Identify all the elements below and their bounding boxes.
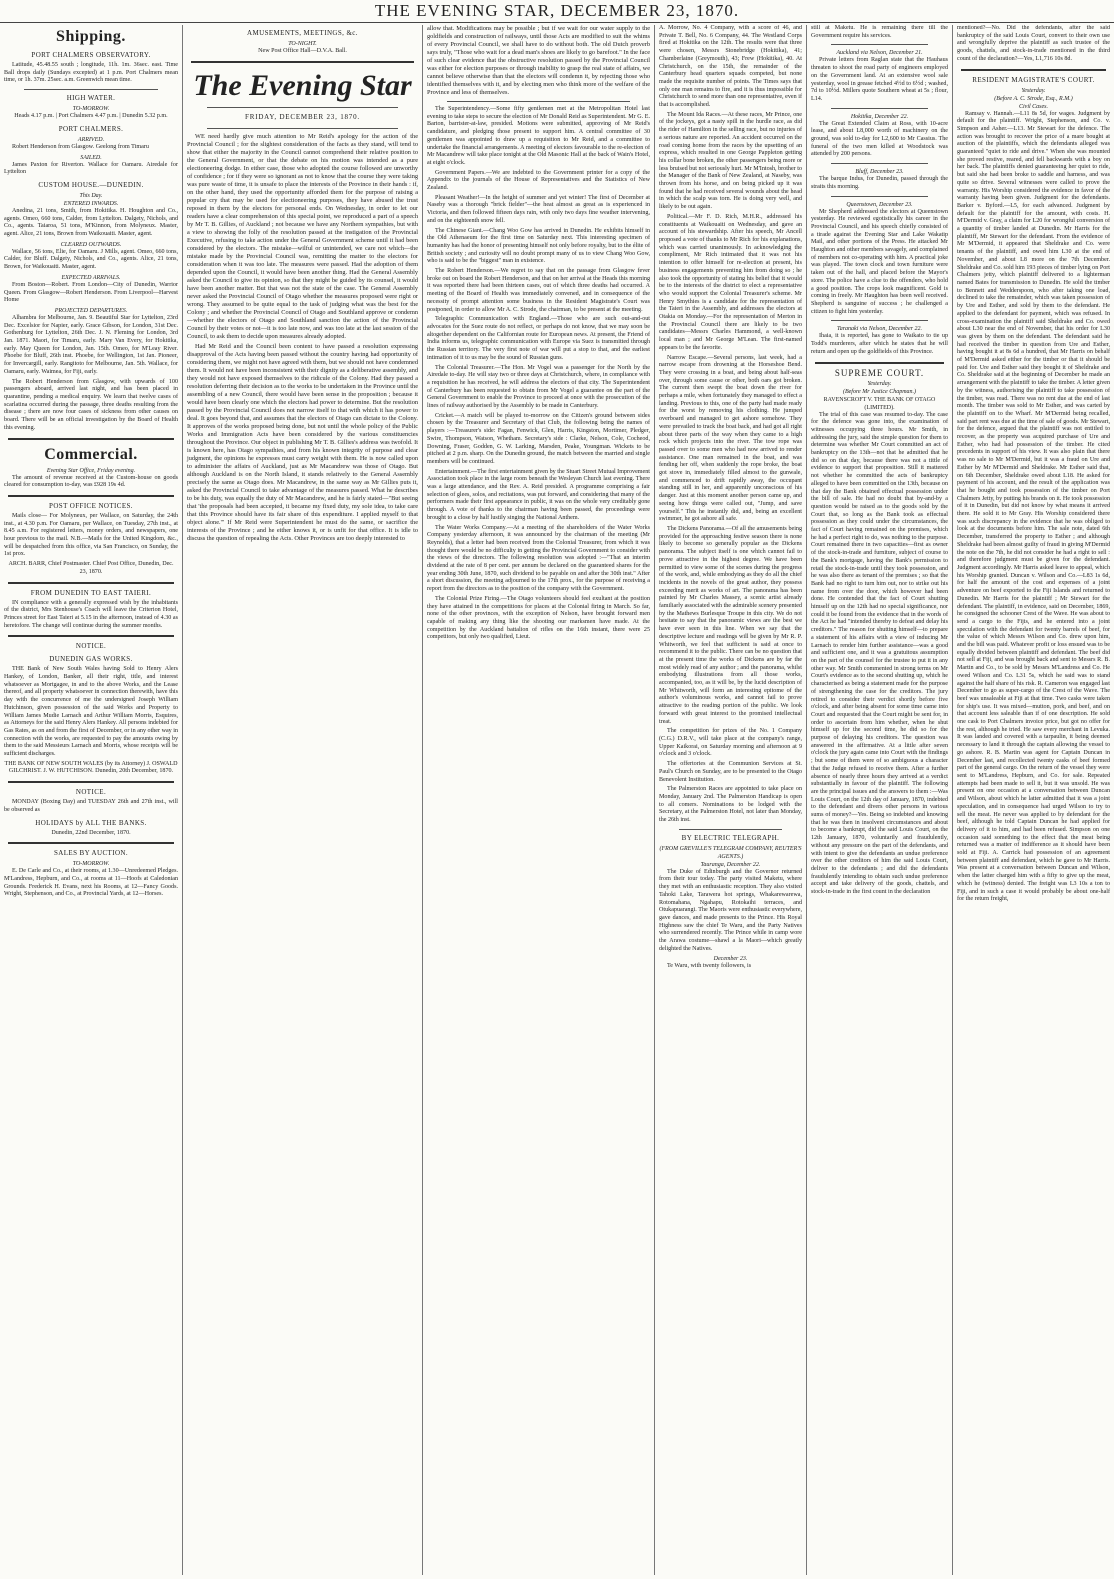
commercial-sub: Evening Star Office, Friday evening. (46, 467, 136, 474)
taranaki-text: Ihaia, it is reported, has gone to Waikato to tie up Todd's murderers, after which he states that he will return and open up the goldfields of this Province. (811, 333, 948, 355)
news-entertainment: Entertainment.—The first entertainment given by the Stuart Street Mutual Improvement Association took place in the large room beneath the Wesleyan Church last evening. There was a large attendance, and the Rev. A. Reid presided. A programme comprising a fair selection of glees, solos, and recitations, was put forward, and considering that many of the performers made their first appearance in public, it was on the whole very creditably gone through. A vote of thanks to the chairman having been passed, the proceedings were brought to a close by half lustily singing the National Anthem. (427, 468, 650, 521)
news-colonial-treasurer: The Colonial Treasurer.—The Hon. Mr Vogel was a passenger for the North by the Airedale to-day. He will stay two or three days at Christchurch, where, in compliance with a requisition he has received, he will address the electors of that city. The Superintendent of Canterbury has been requested to obtain from Mr Vogel a guarantee on the part of the General Government to enable the Province to proceed at once with the prosecution of the lines of railway authorised by the Assembly to be made in Canterbury. (427, 364, 650, 410)
amusements-heading: AMUSEMENTS, MEETINGS, &c. (247, 29, 358, 37)
sc-yesterday: Yesterday. (867, 380, 892, 387)
tauranga-dateline: Tauranga, December 22. (700, 861, 761, 868)
sailed-text: James Paxton for Riverton. Wallace for Oamaru. Airedale for Lyttelton (4, 161, 178, 176)
divider (831, 320, 928, 321)
news-dickens: The Dickens Panorama.—Of all the amusements being provided for the approaching festive season there is none likely to become so generally popular as the Dickens panorama. The subject itself is one which cannot fail to prove attractive in the highest degree. We have been permitted to view some of the scenes during the progress of the work, and, while embodying as they do all the chief incidents in the novels of the great author, they possess exceeding merit as works of art. The panorama has been painted by Mr Charles Massey, a scenic artist already familiarly associated with the admirable scenery presented by the Mathews Burlesque Troupe in this city. We do not hesitate to say that the panoramic views are the best we have ever seen in this line. When we say that the descriptive lecture and readings will be given by Mr R. P. Whitworth, we feel that sufficient is said at once to recommend it to the public. There can be no question that at the present time the works of Dickens are by far the most widely read of any author ; and the panorama, whilst embodying illustrations from all those works, accompanied, too, as it will be, by the lucid description of Mr Whitworth, will form an interesting epitome of the author's voluminous works, and cannot fail to prove attractive to the reading portion of the public. We look forward with great interest to the promised intellectual treat. (659, 526, 802, 725)
commercial-heading: Commercial. (44, 445, 138, 463)
divider (831, 44, 928, 45)
observatory-text: Latitude, 45.48.55 south ; longitude, 11h. 1m. 36sec. east. Time Ball drops daily (Sundays excepted) at 1 p.m. Port Chalmers mean time, or 1h. 37m. 25sec. a.m. Greenwich mean time. (4, 62, 178, 84)
gas-works-heading: DUNEDIN GAS WORKS. (49, 655, 133, 664)
projected-text: Alhambra for Melbourne, Jan. 9. Beautiful Star for Lyttelton, 23rd Dec. Excelsior for Napier, early. Grace Gibson, for London, 31st Dec. Gothenburg for Lyttelton, 26th Dec. J. N. Fleming for London, 3rd Jan. 1871. Maori, for Timaru, early. Mary Van Every, for Hokitika, early. May Queen for London, Jan. 15th. Omeo, for M'Leay River. Phoebe for Bluff, 26th inst. Phoebe, for Wellington, 1st Jan. Pioneer, for Invercargill, early. Rangitoto for Melbourne, Jan. 5th. Wallace, for Oamaru, early. Waimea, for Fiji, early. (4, 314, 178, 375)
column-1 (0, 25, 182, 1575)
divider (8, 438, 174, 440)
cleared-text: Wallace, 56 tons, Elie, for Oamaru. J Mills, agent. Omeo, 660 tons, Calder, for Bluff. Dalgety, Nichols, and Co., agents. Alice, 21 tons, Brown, for Waikouaiti. Master, agent. (4, 248, 178, 271)
column-5 (806, 25, 952, 1575)
bluff-text: The barque Indus, for Dunedin, passed through the straits this morning. (811, 176, 948, 190)
masthead: THE EVENING STAR, DECEMBER 23, 1870. (0, 0, 1114, 23)
east-taieri-heading: FROM DUNEDIN TO EAST TAIERI. (30, 588, 152, 597)
news-offertories: The offertories at the Communion Services at St. Paul's Church on Sunday, are to be presented to the Otago Benevolent Institution. (659, 761, 802, 783)
divider (831, 196, 928, 197)
expected-sub: EXPECTED ARRIVALS. (61, 274, 121, 281)
divider (679, 829, 782, 830)
sc-text: The trial of this case was resumed to-day. The case for the defence was gone into, the examination of witnesses occupying three hours. Mr Smith, in addressing the jury, said the simple question for them to determine was whether Mr Court committed an act of bankruptcy on the 13th—not that he admitted that he did so on that day, because there was not a tittle of evidence to support that proposition. Still it mattered not whether he committed the acts of bankruptcy alleged to have been committed on the 13th, because on that day the Bank obtained effectual possession under the bill of sale. He had no doubt that by-and-by a question would be raised as to the goods sold by the Court that, so long as the Bank took as effectual possession as they could under the circumstances, the fact of Court having remained on the premises, which he had a perfect right to do, was nothing to the purpose. Court remained there in two capacities—first as owner of the stock-in-trade and furniture, subject of course to the Bank's mortgage, having the Bank's permission to retail the stock-in-trade until they took possession, and he was also there as tenant of the premises ; so that the Bank had no right to turn him out, nor to strike out his name from over the door, which however had been done. He contended that the fact of Court shutting himself up on the 12th had no special significance, nor could it be found from the evidence that in the words of the Act he had "intended thereby to defeat and delay his creditors." The reason for shutting himself—to prepare a statement of his affairs with a view of inducing Mr Larnach to render him further assistance—was a good and sufficient one, and it was a gratuitous assumption on the part of the counsel for the trustee to put it in any other way. Mr Smith commented in strong terms on Mr Court's evidence as to the second shutting up, which he characterised as being a statement made for the purpose of strengthening the case for the creditors. The jury retired to consider their verdict shortly before five o'clock, and after being absent for some time came into Court and requested that the Court might be sent for, in order to ascertain from him whether, when he shut himself up for the second time, he did so for the purpose of delaying his creditors. The question was answered in the affirmative. At a little after seven o'clock the jury again came into Court with the findings ; but some of them were of so ambiguous a character that the Judge refused to receive them. After a further absence of nearly three hours they arrived at a verdict substantially in favour of the plaintiff. The following are the principal issues and the answers to them :—Was Louis Court, on the 12th day of January, 1870, indebted to the defendant and divers other persons in various sums of money?—Yes. Being so indebted and knowing that he was then in insolvent circumstances and about to become a bankrupt, did the said Louis Court, on the 12th January, 1870, voluntarily and fraudulently, without any pressure on the part of the defendants, and with intent to give the defendants an undue preference over the other creditors of him the said Louis Court, deliver to the defendants ; and did the defendants fraudulently intending to obtain such undue preference accept and take delivery of the goods, chattels, and stock-in-trade in the first count in the declaration (811, 411, 948, 896)
leader-paragraph-1: WE need hardly give much attention to Mr Reid's apology for the action of the Provincial Council ; for the slightest consideration of the facts as they stand, will tend to show that either the majority in the Council cannot comprehend their relative position to the General Government, or that the debate on his motion was intended as a pure electioneering dodge. In either case, those who adopted the course followed are unworthy of confidence ; for if they were so ignorant as not to know that the course they were taking was pure waste of time, it is unsafe to place the interests of the Province in their hands : if, on the other hand, they used the opportunity afforded them for the purpose of raising a popular cry that may be used for electioneering purposes, they have abused the trust reposed in them by the electors for personal ends. On Wednesday, in order to let our readers have a clear comprehension of this special point, we reproduced a part of a speech by Mr T. B. Gillies, of Auckland ; not because we have any Northern sympathies, but with a view to showing the folly of the resolution passed at the instigation of the Provincial Executive, refusing to take action under the General Government scheme until it had been considered by the electors. The mistake—wilful or unintended, we care not which—the mistake made by the Provincial Council was, remitting the matter to the electors for consideration when it was too late. The measures were passed. Had the adoption of them depended upon the Council, it would have been another thing. Had the General Assembly asked the Council to give its opinion, so that they might be guided by its counsel, it would have been another matter. But that was not the state of the case. The General Assembly never asked the Provincial Council of Otago whether the measures proposed were right or wrong. They assumed to be quite equal to the task of judging what was the best for the Colony ; and whether the Provincial Council of Otago and Southland approve or condemn—whether the electors of Otago and Southland sanction the action of the Provincial Council by their votes or not—it is too late now, and was too late at the last session of the Council, to ask them to decide upon measures already adopted. (187, 132, 418, 340)
queenstown-dateline: Queenstown, December 23. (846, 201, 913, 208)
auckland-text: Private letters from Raglan state that the Hauhaus threaten to shoot the road party of engineers employed on the Government land. At an extensive wool sale yesterday, wool in grease fetched 4½d to 6½d ; washed, 7d to 10½d. Millers quote Southern wheat at 5s ; flour, L14. (811, 57, 948, 102)
auckland-dateline: Auckland via Nelson, December 21. (836, 50, 923, 57)
queenstown-text: Mr Shepherd addressed the electors at Queenstown yesterday. He reviewed egotistically his career in the Provincial Council, and his speech chiefly consisted of a tirade against the Evening Star and Lake Wakatip Mail, and other portions of the Press. He attacked Mr Haughton and other members savagely, and complained of members not co-operating with him. A practical joke was played. The town clock and town furniture were taken out of the hall, and placed before the Mayor's store. The police have a clue to the offenders, who hold a good position. The crops look magnificent. Gold is coming in freely. Mr Haughton has been well received. Shepherd is sanguine of success ; he challenged a citizen to fight him yesterday. (811, 208, 948, 315)
news-narrow-escape: Narrow Escape.—Several persons, last week, had a narrow escape from drowning at the Horseshoe Bend. They were crossing in a boat, and being about half-seas over, through some cause or other, both oars got broken. The current then swept the boat down the river for perhaps a mile, when fortunately they managed to effect a landing. Previous to this, one of the party had made ready for the worst by removing his clothing. He jumped overboard and managed to get ashore somehow. They were prevailed to track the boat back, and had got all right about three parts of the way when they came to a high rock which projects into the river. The tow rope was passed over to some men who had now arrived to render assistance. One man remained in the boat, and was fending her off, when suddenly the rope broke, the boat got stove in, immediately filled almost to the gunwale, and commenced to drift rapidly away, the occupant standing still in her, and apparently unconscious of his danger. Just at this moment another person came up, and seeing how things were called out, "Jump, and save yourself." This he instantly did, and, being an excellent swimmer, he got ashore all safe. (659, 354, 802, 523)
divider (815, 362, 944, 364)
shipping-heading: Shipping. (56, 28, 126, 45)
leader-paragraph-2: Had Mr Reid and the Council been content to have passed a resolution expressing disapproval of the Acts having been passed without the country having had opportunity of considering them, we might not have agreed with them, but we should not have condemned them. It would not have been inconsistent with their dignity as a deliberative assembly, and they would not have exposed themselves to the ridicule of the Colony. Had they passed a resolution deferring their decision as to the works to be undertaken in the Province until the assembling of a new Council, there would have been sense in the proposition ; because it would have been clearly one which the electors had power to determine. But the resolution passed by the Provincial Council does not narrow itself to that with which it has power to deal. It goes beyond that, and assumes that the electors of Otago can dictate to the Colony. It approves of the works proposed being done, but not until the whole policy of the Public Works and Immigration Acts have been considered by the various constituencies throughout the Province. Our object in publishing Mr T. B. Gillies's address was twofold. It is known here, has Otago sympathies, and from his known integrity of purpose and clear judgment, the opinions he expresses must carry weight with them. He is now called upon to administer the affairs of Auckland, just as Mr Macandrew was those of Otago. But although Auckland is on the North Island, it stands relatively to the General Assembly precisely the same as Otago does. Mr Macandrew, in the same way as Mr Gillies puts it, asked the Provincial Council to take advantage of the measures passed. What he describes to be his duty, was equally the duty of Mr Macandrew, and he is fairly stated—"But seeing that 'the proposals had been accepted, it became my fixed duty, my sole idea, to take care that this Province should have its fair share of this expenditure. I applied myself to that object alone.'" If Mr Reid were Superintendent he must do the same, or sacrifice the interests of the Province ; and he either knows it, or is unfit for that office. It is idle to discuss the question of repealing the Acts. Other Provinces are too deeply interested to (187, 342, 418, 542)
civil-cases-heading: Civil Cases. (1018, 103, 1048, 110)
divider (207, 128, 398, 129)
hokitika-text: The Great Extended Claim at Ross, with 10-acre lease, and about L8,000 worth of machinery on the ground, was sold to-day for L2,600 to Mr Cassius. The funeral of the two men killed at Woodstock was attended by 200 persons. (811, 120, 948, 158)
news-mount-ida: The Mount Ida Races.—At these races, Mr Prince, one of the jockeys, got a nasty spill in the hurdle race, as did the rider of Hamilton in the selling race, but no injuries of a serious nature are reported. An accident occurred on the road coming home from the races by the upsetting of an express, which resulted in one George Pappleton getting his collar bone broken, the other passengers being more or less bruised but not seriously hurt. Mr M'Intosh, brother to the Manager of the Bank of New Zealand, at Naseby, was thrown from his horse, and on being picked up it was found that he had received several wounds about the head in which the scalp was torn. He is doing very well, and likely to be out again. (659, 111, 802, 211)
holidays-heading: HOLIDAYS by ALL THE BANKS. (35, 818, 147, 827)
divider (447, 101, 630, 102)
telegraph-sub: (FROM GREVILLE'S TELEGRAM COMPANY, REUTER'S AGENTS.) (659, 845, 802, 860)
dec23-dateline: December 23. (713, 956, 748, 963)
sc-before: (Before Mr Justice Chapman.) (842, 388, 917, 395)
high-water-sub: TO-MORROW. (72, 106, 110, 113)
divider (8, 781, 174, 783)
hokitika-dateline: Hokitika, December 22. (850, 113, 909, 120)
divider (191, 61, 414, 63)
divider (24, 89, 158, 90)
column-3 (422, 25, 654, 1575)
commercial-text: The amount of revenue received at the Custom-house on goods cleared for consumption to-day, was £928 19s 4d. (4, 474, 178, 489)
divider (831, 163, 928, 164)
te-waru-continuation: still at Maketu. He is remaining there till the Government require his services. (811, 25, 948, 39)
news-water-works: The Water Works Company.—At a meeting of the shareholders of the Water Works Company yesterday afternoon, it was announced by the chairman of the meeting (Mr Reynolds), that a letter had been received from the Colonial Treasurer, from which it was thought there would be no difficulty in getting the Provincial Government to consider with the views of the directors. The following resolution was adopted :—"That an interim dividend at the rate of 8 per cent. per annum be declared on the guaranteed shares for the year ending 30th June, 1870, such dividend to be payable on and after the 30th inst." After a short discussion, the meeting adjourned to the 17th prox., for the purpose of receiving a report from the directors as to the position of the company with the Government. (427, 524, 650, 593)
news-competition: The competition for prizes of the No. 1 Company (C.G.) D.R.V., will take place at the company's range, Upper Kaikorai, on Saturday morning and afternoon at 9 o'clock and 3 o'clock. (659, 728, 802, 758)
post-office-sign: ARCH. BARR, Chief Postmaster. Chief Post Office, Dunedin, Dec. 23, 1870. (8, 561, 174, 575)
column-2 (182, 25, 422, 1575)
news-government-papers: Government Papers.—We are indebted to the Government printer for a copy of the Appendix to the journals of the House of Representatives and the Statistics of New Zealand. (427, 169, 650, 192)
arrived-text: Robert Henderson from Glasgow. Geelong from Timaru (12, 143, 149, 150)
divider (8, 842, 174, 844)
amusements-sub: TO-NIGHT. (288, 41, 317, 47)
newspaper-title: The Evening Star (193, 68, 412, 102)
news-cricket: Cricket.—A match will be played to-morrow on the Citizen's ground between sides chosen by the Treasurer and Secretary of that Club, the following being the names of players :—Treasurer's side: Fagan, Fenwick, Glen, Harris, Kingston, Mortimer, Pledger, Swire, Thompson, Watson, Whetham. Secretary's side : Clarke, Nelson, Cole, Cocheod, Downing, Fraser, Godden, G. W. Larking, Marsden, Peake, Youngman. Wickets to be pitched at 2 p.m. sharp. On the Dunedin ground, the match between the married and single members will be continued. (427, 412, 650, 465)
news-palmerston: The Palmerston Races are appointed to take place on Monday, January 2nd. The Palmerston Handicap is open to all comers. Nominations to be lodged with the Secretary, at the Palmerston Hotel, not later than Monday, the 26th inst. (659, 786, 802, 824)
gas-works-text: THE Bank of New South Wales having Sold to Henry Alers Hankey, of London, Banker, all their right, title, and interest whatsoever as Mortgagee, in and to the above Works, and the Lease thereof, and all property whatsoever in connection therewith, have this day with the concurrence of me the undersigned Joseph William Hutchinson, given possession of the said Works and Property to William James Mudie Larnach and Arthur William Morris, Esquires, as Attorneys for the said Henry Alers Hankey. All persons indebted for Gas Rates, as on and from the first of December, or in any other way in connection with the works, are requested to pay the amounts owing by them to the said Messieurs Larnach and Morris, whose receipts will be sufficient discharges. (4, 666, 178, 758)
holidays-text: MONDAY (Boxing Day) and TUESDAY 26th and 27th inst., will be observed as (4, 799, 178, 813)
civil-cases-text: Ramsay v. Hannah.—L11 8s 5d, for wages. Judgment by default for the plaintiff. Wright, Stephenson, and Co. v. Simpson and Asher.—L13. Mr Stewart for the defence. The action was brought to recover the price of a mare bought at auction of the plaintiffs, which the defendants alleged was guaranteed "quiet to ride and drive." When she was mounted she proved restive, reared, and fell backwards with a boy on her back. The plaintiffs denied guaranteeing her quiet to ride, but said she had been broke to saddle and harness, and was quite so drive. Several witnesses were called to prove the warranty. His Worship considered the evidence in favor of the warranty having been given. Judgment for the defendants. Barker v. Byford.—L5, for each advanced. Judgment by default for the plaintiff for the amount, with costs. H. M'Dermid v. Gray, a claim for L20 for wrongful conversion of a quantity of timber landed at Dunedin. Mr Harris for the plaintiff, Mr Stewart for the defendant. From the evidence of Mr M'Dermid, it appeared that Sheldrake and Co. were tenants of the plaintiff, and owed him L30 at the end of November, and about L8 more on the 7th December. Sheldrake and Co. sold him 193 pieces of timber lying on Port Chalmers jetty, which plaintiff delivered to a lighterman named Bates for transmission to Dunedin. He sold the timber to Bennett and Wedderspoon, who after taking one load, declined to take the remainder, which was taken possession of by Ure and Esther, and sold by them to the defendant. He applied to the defendant for payment, which was refused. In cross-examination the plaintiff said Sheldrake and Co. owed about L30 near the end of November, that his order for L30 was given by them on the defendant. The defendant said he had received the timber in question from Ure and Esther, having bought it at 8s 6d a hundred, that Mr Harris on behalf of M'Dermid asked either for the timber or that it should be paid for. Ure and Esther said they bought it of Sheldrake and Co. Sheldrake said at the beginning of December he made an arrangement with the plaintiff to take the timber. A letter given by the witness, authorising the plaintiff to take possession of the timber, was read. There was no rent due at the end of last month. The timber was sold to Mr Esther, and was carted by the plaintiff on to the Wharf. Mr M'Dermid being recalled, said part rent was due at the time of sale of goods. Mr Stewart, for the defence, argued that the plaintiff was not entitled to recover, as the property was acquired purchase of Ure and Esther, who had had possession of the timber. He cited precedents in support of his view. It was also plain that there was no sale to Mr M'Dermid, but it was a fraud on Ure and Esther by Mr M'Dermid and Sheldrake. Mr Esther said that, on 6th December, Sheldrake owed about L18. He asked for payment of his account, and the result of the application was that he bought and took possession of the timber on Port Chalmers Jetty, by putting his brands on it. He took possession of it in Dunedin, but did not know by what means it arrived there. He sold it to Mr Gray. His Worship considered there was such discrepancy in the evidence that he was obliged to look at the documents before him. The sale note, dated 6th December, transferred the property to Esther ; and although Sheldrake had been almost guilty of fraud in giving M'Dermid the note on the 7th, he did not consider he had a right to sell : and therefore judgment must be given for the defendant. Judgment accordingly. Mr Harris asked leave to appeal, which his Worship granted. Duncan v. Wilson and Co.—L83 1s 6d, for half the amount of the cost and expenses of a joint adventure on beef exported to the Fiji Islands and returned to Dunedin. Mr Harris for the plaintiff ; Mr Stewart for the defendant. The plaintiff, in evidence, said on December, 1869, he consigned the schooner Crest of the Wave. He was about to send a cargo to the Fijis, and he entered into a joint speculation with the defendant for twenty barrels of beef, for the value of which Messrs Wilson and Co. drew upon him, and the bill was paid. Whatever profit or loss ensued was to be equally divided between plaintiff and defendant. The beef did not sell at Fiji, and was brought back and sent to Messrs R. B. Martin and Co., to be sold by Messrs M'Landress and Co. He owed Wilson and Co. L31 5s, which he said was to stand against the half share of his risk. R. Cameron was engaged last December to go as super-cargo of the Crest of the Wave. The beef was unsaleable at Fiji at that time. Two casks were taken for ship's use. It was mixed—mutton, pork, and beef, and on that account less saleable than if of one description. He sold one cask to Port Chalmers invoice price, but got no offer for the rest, although he tried. He saw every merchant in Levuka. It was landed and covered with a tarpaulin, it being deemed necessary to land it through the captain allowing the vessel to go ashore. R. B. Martin was agent for Captain Duncan in December last, and recollected twenty casks of beef formed part of the general cargo. On the return of the vessel they were sent to M'Landress, Hepburn, and Co. for sale. Repeated attempts had been made to sell it, but it was unsold. He was present on one occasion at a conversation between Duncan and Wilson, about which he latter admitted that it was a joint speculation, and in consequence had urged Wilson to try to sell the meat. He never was applied to by defendant for the beef, although he told Captain Duncan he had applied for delivery of it to him, and had been refused. Simpson on one occasion said something to the effect that the meat being returned was a matter of indifference as it should have been sold at Fiji. A. Carrick had possession of an agreement between plaintiff and defendant, which he gave to Mr Harris. Was present at a conversation between Duncan and Wilson, when the latter charged him with a fifty to give up the meat, which he (witness) denied. The freight was L3 10s a ton to Fiji, and in such a case it would probably be about one-half for the return freight, (957, 110, 1110, 903)
cleared-sub: CLEARED OUTWARDS. (60, 241, 122, 248)
post-office-heading: POST OFFICE NOTICES. (49, 501, 133, 510)
rm-before: (Before A. C. Strode, Esq., R.M.) (994, 95, 1073, 102)
supreme-court-heading: SUPREME COURT. (834, 367, 925, 378)
port-chalmers-heading: PORT CHALMERS. (58, 124, 124, 133)
sc-continuation: mentioned?—No. Did the defendants, after the said bankruptcy of the said Louis Court, convert to their own use and wrongfully deprive the plaintiff as such trustee of the goods, chattels, and stock-in-trade mentioned in the third count of the declaration?—Yes, L1,716 10s 8d. (957, 25, 1110, 62)
news-robert-henderson: The Robert Henderson.—We regret to say that on the passage from Glasgow fever broke out on board the Robert Henderson, and that on her arrival at the Heads this morning it was reported there had been thirteen cases, out of which three deaths had occurred. A meeting of the Board of Health was immediately convened, and in consequence of the necessity of prompt attention some business in the Resident Magistrate's Court was postponed, in order to allow Mr A. C. Strode, the chairman, to be present at the meeting. (427, 268, 650, 313)
news-chinese-giant: The Chinese Giant.—Chang Woo Gow has arrived in Dunedin. He exhibits himself in the Old Athenaeum for the first time on Saturday next. This interesting specimen of humanity has had the honor of presenting himself not only before royalty, but to the élite of British society ; and curiosity will no doubt prompt many of us to view Chang Woo Gow, who is said to be the "biggest" man in existence. (427, 227, 650, 265)
column-6 (952, 25, 1114, 1575)
news-superintendency: The Superintendency.—Some fifty gentlemen met at the Metropolitan Hotel last evening to take steps to secure the election of Mr Donald Reid as Superintendent. Mr G. E. Barton, barrister-at-law, presided. Motions were submitted, approving of Mr Reid's candidature, and pledging those present to support him. A central committee of 30 gentlemen was appointed to draw up a requisition to Mr Reid, and a committee to undertake the financial arrangements. A meeting of electors favourable to the re-election of Mr Macandrew will take place tonight at the Old Masonic Hall at the back of Wain's Hotel, at eight o'clock. (427, 106, 650, 166)
news-prize-firing: The Colonial Prize Firing.—The Otago volunteers should feel exultant at the position they have attained in the competitions for places at the Colonial firing in March. So far, none of the other provinces, with the exception of Nelson, have brought forward men capable of making any thing like the shooting our marksmen have made. At the competition by the Auckland battalion of rifles on the 16th instant, there were 25 competitors, but only two qualified, Lieut. (427, 595, 650, 641)
bluff-dateline: Bluff, December 23. (855, 169, 904, 176)
taranaki-dateline: Taranaki via Nelson, December 22. (836, 326, 923, 333)
amusements-text: New Post Office Hall—D.V.A. Ball. (258, 48, 347, 54)
te-waru-text: Te Waru, with twenty followers, is (667, 963, 752, 970)
holidays-date: Dunedin, 22nd December, 1870. (51, 829, 131, 836)
sc-case: RAVENSCROFT V. THE BANK OF OTAGO (LIMITED). (823, 396, 936, 411)
expected-text: From Boston—Robert. From London—City of Dunedin, Warrior Queen. From Glasgow—Robert Henderson. From Liverpool—Harvest Home (4, 281, 178, 304)
rm-yesterday: Yesterday. (1021, 87, 1046, 94)
divider (207, 107, 398, 108)
entered-text: Anedina, 21 tons, Smith, from Hokitika. H. Houghton and Co., agents. Omeo, 660 tons, Calder, from Lyttelton. Dalgety, Nichols, and Co., agents. Taiaroa, 51 tons, M'Kinnon, from Molyneux. Master, agent. Alice, 21 tons, Brown from Waikouaiti. Master, agent. (4, 207, 178, 238)
sales-text: E. De Carle and Co., at their rooms, at 1.30—Unredeemed Pledges. M'Landress, Hepburn, and Co., at rooms at 11—Hoofs at Caledonian Grounds. Frederick H. Evans, next his Rooms, at 12—Fancy Goods. Wright, Stephenson, and Co., at Provincial Yards, at 12—Horses. (4, 868, 178, 898)
observatory-heading: PORT CHALMERS OBSERVATORY. (31, 51, 151, 59)
entered-sub: ENTERED INWARDS. (63, 200, 119, 207)
east-taieri-text: IN compliance with a generally expressed wish by the inhabitants of the district, Mrs Stenhouse's Coach will leave the Criterion Hotel, Princes street for East Taieri at 5.15 in the afternoon, instead of 4.30 as heretofore. The change will continue during the summer months. (4, 599, 178, 629)
leader-continuation: allow that. Modifications may be possible ; but if we wait for our water supply to the goldfields and construction of railways, until those Acts are modified to suit the whims of every Provincial Council, we shall have to do without both. The old Dutch proverb says truly, "Those who wait for a dead man's shoes are likely to go barefoot." In the face of such clear evidence that the obstructive resolution passed by the Provincial Council was either for election purposes or through inability to grasp the real state of affairs, we cannot believe otherwise than that the electors will condemn it, by rejecting those who identified themselves with it, and by electing men who think more of the welfare of the Province and less of themselves. (427, 25, 650, 96)
issue-date: FRIDAY, DECEMBER 23, 1870. (245, 112, 360, 121)
tauranga-text: The Duke of Edinburgh and the Governor returned from their tour today. The party visited Maketu, where they met with an enthusiastic reception. They also visited Tahoki Lake, Tarawera hot springs, Whakarewarewa, Rotomahana, Ngahapu, Rotokaihi terraces, and Otukapuarangi. The Maoris were enthusiastic everywhere, gave dances, and made presents to the Prince. His Royal Highness saw the chief Te Waru, and the Party Natives who surrendered recently. The Prince while in camp wore the Arawa costume—shawl a la Maori—which greatly delighted the Natives. (659, 868, 802, 952)
divider (961, 69, 1106, 71)
gas-works-sign: THE BANK OF NEW SOUTH WALES (by its Attorney) J. OSWALD GILCHRIST. J. W. HUTCHISON. Dunedin, 20th December, 1870. (4, 760, 178, 775)
divider (8, 582, 174, 584)
arrived-sub: ARRIVED. (77, 136, 105, 143)
prize-firing-continuation: A. Morrow, No. 4 Company, with a score of 46, and Private T. Bell, No. 6 Company, 44. The Westland Corps fired at Hokitika on the 12th. The results were that three were chosen, Messrs Stonebridge (Hokitika), 41; Chamberlaine (Greymouth), 43; Frew (Hokitika), 40. At Christchurch, on the 15th, the remainder of the Canterbury head quarters squads competed, but none made the requisite number of points. The Times says that only one man remains to fire, and it is thus impossible for Christchurch to send more than one representative, even if that is accomplished. (659, 25, 802, 109)
notice-heading-2: NOTICE. (75, 788, 107, 797)
high-water-heading: HIGH WATER. (66, 94, 116, 103)
projected-sub: PROJECTED DEPARTURES. (54, 307, 128, 314)
telegraph-heading: BY ELECTRIC TELEGRAPH. (681, 833, 780, 842)
this-day-sub: This Day. (79, 192, 103, 199)
rm-court-heading: RESIDENT MAGISTRATE'S COURT. (972, 75, 1095, 84)
news-political: Political.—Mr F. D. Rich, M.H.R., addressed his constituents at Waikouaiti on Wednesday, and gave an account of his stewardship. After his speech, Mr Ancell proposed a vote of thanks to Mr Rich for his explanations, which was carried unanimously. In acknowledging the compliment, Mr Rich intimated that it was not his intention to offer himself for re-election at present, his business engagements preventing him from doing so ; he also took the opportunity of stating his belief that it would be to the interests of the district to elect a representative who would support the Colonial Treasurer's scheme. Mr Henry Smythies is a candidate for the representation of the Taieri in the Assembly, and addresses the electors at Otakia on Monday.—For the representation of Merton in the Provincial Council there are likely to be two candidates—Messrs Charles Hammond, a well-known local man ; and Mr George M'Lean. The first-named appears to be the favorite. (659, 213, 802, 351)
tides-text: Heads 4.17 p.m. | Port Chalmers 4.47 p.m. | Dunedin 5.32 p.m. (14, 113, 168, 120)
news-telegraphic: Telegraphic Communication with England.—Those who are such out-and-out advocates for the Suez route do not reflect, or perhaps do not know, that we may soon be altogether dependent on the Californian route for European news. At present, the Friend of India informs us, telegraphic communication with Europe via Suez is transmitted through the Russian territory. The very first note of war will put a stop to that, and the earliest intimation of it to us may be the sound of Russian guns. (427, 316, 650, 361)
news-pleasant-weather: Pleasant Weather!—In the height of summer and yet winter! The first of December at Naseby was a thorough "brick fielder"—the heat almost as great as is experienced in Victoria, and then followed fifteen days rain, with only two days fine weather intervening, and on the eighteenth snow fell. (427, 194, 650, 224)
divider (8, 495, 174, 497)
sailed-sub: SAILED. (80, 154, 102, 161)
notice-heading: NOTICE. (75, 642, 107, 651)
column-4 (654, 25, 806, 1575)
sales-heading: SALES BY AUCTION. (53, 849, 129, 858)
sales-sub: TO-MORROW. (72, 861, 110, 868)
post-office-text: Mails close— For Molyneux, per Wallace, on Saturday, the 24th inst., at 4.30 p.m. For Oamaru, per Wallace, on Tuesday, 27th inst., at 8.45 a.m. For registered letters, money orders, and newspapers, one hour previous to the mail. N.B.—Mails for the United Kingdom, &c., will be despatched from this office, via San Francisco, on Sunday, the 1st prox. (4, 512, 178, 558)
robert-henderson-note: The Robert Henderson from Glasgow, with upwards of 100 passengers aboard, arrived last night, and has been placed in quarantine, pending a medical enquiry. We learn that twelve cases of scarlatina occurred during the passage, three deaths resulting from the disease ; there are now four cases of sickness from other causes on board. There will be an official investigation by the Board of Health this evening. (4, 378, 178, 431)
custom-house-heading: CUSTOM HOUSE.—DUNEDIN. (38, 180, 144, 189)
divider (831, 108, 928, 109)
divider (8, 635, 174, 637)
